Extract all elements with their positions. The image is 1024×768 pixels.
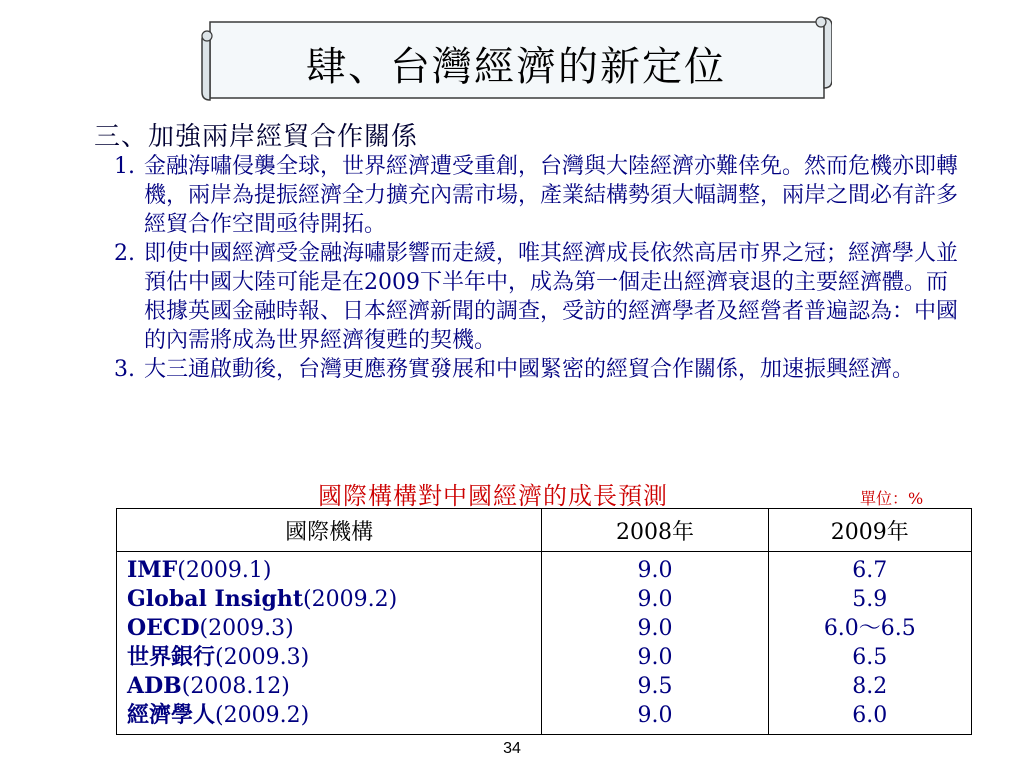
institution-name: ADB bbox=[127, 673, 182, 699]
institution-line bbox=[117, 556, 541, 585]
value-2008: 9.0 bbox=[637, 703, 673, 728]
header-2008: 2008年 bbox=[542, 509, 768, 552]
institution-line bbox=[117, 585, 541, 614]
value-2008: 9.0 bbox=[637, 587, 673, 612]
page-number: 34 bbox=[503, 740, 521, 757]
list-item bbox=[114, 355, 958, 384]
institution-cell bbox=[117, 552, 542, 735]
value-2009: 6.0～6.5 bbox=[823, 616, 916, 641]
list-text: 金融海嘯侵襲全球，世界經濟遭受重創，台灣與大陸經濟亦難倖免。然而危機亦即轉機，兩岸為提振經濟全力擴充內需市場，產業結構勢須大幅調整，兩岸之間必有許多經貿合作空間亟待開拓。 bbox=[144, 154, 959, 237]
institution-date: (2009.2) bbox=[303, 587, 398, 612]
values-2009-cell bbox=[768, 552, 971, 735]
table-unit: 單位：% bbox=[860, 489, 924, 508]
institution-date: (2009.3) bbox=[199, 616, 294, 641]
list-item bbox=[114, 152, 958, 239]
list-number: 2. bbox=[114, 241, 135, 266]
value-2009: 5.9 bbox=[852, 587, 888, 612]
institution-line bbox=[117, 701, 541, 730]
value-2009: 6.7 bbox=[852, 558, 888, 583]
institution-date: (2009.2) bbox=[215, 703, 310, 728]
page-title: 肆、台灣經濟的新定位 bbox=[306, 43, 726, 90]
values-2008-cell bbox=[542, 552, 768, 735]
value-2008: 9.0 bbox=[637, 558, 673, 583]
institution-line bbox=[117, 643, 541, 672]
institution-name: 世界銀行 bbox=[127, 644, 216, 670]
list-text: 大三通啟動後，台灣更應務實發展和中國緊密的經貿合作關係，加速振興經濟。 bbox=[144, 357, 915, 382]
header-institution: 國際機構 bbox=[117, 509, 542, 552]
institution-date: (2009.1) bbox=[177, 558, 272, 583]
header-2009: 2009年 bbox=[768, 509, 971, 552]
institution-line bbox=[117, 672, 541, 701]
numbered-list bbox=[114, 152, 958, 384]
institution-line bbox=[117, 614, 541, 643]
value-2009: 6.5 bbox=[852, 645, 888, 670]
institution-date: (2008.12) bbox=[181, 674, 290, 699]
institution-name: IMF bbox=[127, 557, 178, 583]
table-caption: 國際構構對中國經濟的成長預測 bbox=[318, 482, 668, 510]
value-2008: 9.0 bbox=[637, 616, 673, 641]
section-heading: 三、加強兩岸經貿合作關係 bbox=[94, 122, 419, 152]
institution-name: OECD bbox=[127, 615, 200, 641]
list-item bbox=[114, 239, 958, 355]
list-text: 即使中國經濟受金融海嘯影響而走緩，唯其經濟成長依然高居市界之冠；經濟學人並預估中國大陸可能是在2009下半年中，成為第一個走出經濟衰退的主要經濟體。而根據英國金融時報、日本經濟新聞的調查，受訪的經濟學者及經營者普遍認為：中國的內需將成為世界經濟復甦的契機。 bbox=[144, 241, 959, 353]
institution-name: Global Insight bbox=[127, 586, 304, 612]
table-body-row bbox=[117, 552, 972, 735]
value-2009: 8.2 bbox=[852, 674, 888, 699]
value-2008: 9.0 bbox=[637, 645, 673, 670]
institution-date: (2009.3) bbox=[215, 645, 310, 670]
value-2009: 6.0 bbox=[852, 703, 888, 728]
growth-forecast-table bbox=[116, 508, 972, 735]
list-number: 1. bbox=[114, 154, 135, 179]
institution-name: 經濟學人 bbox=[127, 702, 216, 728]
value-2008: 9.5 bbox=[637, 674, 673, 699]
list-number: 3. bbox=[114, 357, 135, 382]
table-header-row bbox=[117, 509, 972, 552]
